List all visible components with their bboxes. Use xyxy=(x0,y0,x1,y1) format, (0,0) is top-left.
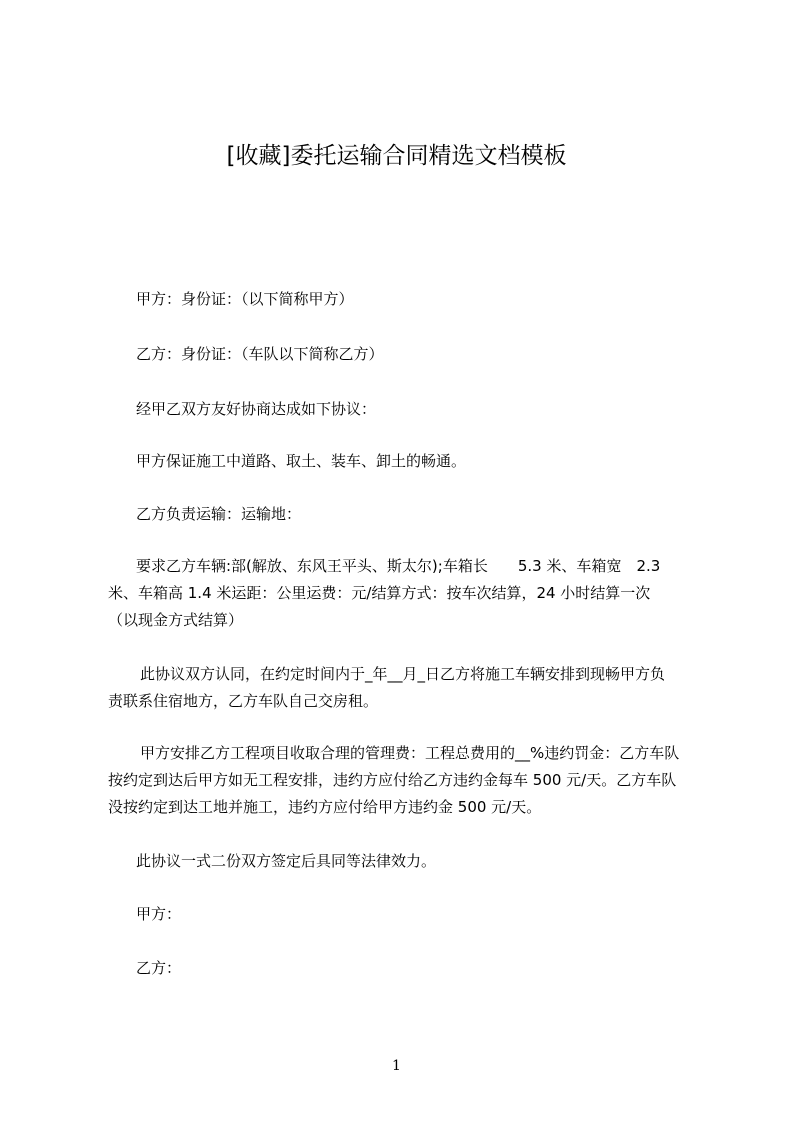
text-line: （以现金方式结算） xyxy=(108,611,244,629)
text-line: 乙方负责运输：运输地： xyxy=(136,505,302,523)
schedule-paragraph xyxy=(108,661,708,715)
text-line: 米、车箱高 1.4 米运距：公里运费：元/结算方式：按车次结算，24 小时结算一次 xyxy=(108,584,651,602)
party-a-paragraph xyxy=(108,286,708,313)
text-line: 此协议双方认同，在约定时间内于_年__月_日乙方将施工车辆安排到现畅甲方负 xyxy=(140,665,666,683)
transport-location-paragraph xyxy=(108,501,708,528)
text-line: 责联系住宿地方，乙方车队自己交房租。 xyxy=(108,692,379,710)
text-line: 要求乙方车辆:部(解放、东风王平头、斯太尔);车箱长 5.3 米、车箱宽 2.3 xyxy=(136,557,661,575)
page-number: 1 xyxy=(392,1058,401,1074)
text-line: 甲方：身份证：（以下简称甲方） xyxy=(136,290,354,308)
penalty-paragraph xyxy=(108,740,708,821)
text-line: 乙方：身份证：（车队以下简称乙方） xyxy=(136,345,384,363)
text-line: 经甲乙双方友好协商达成如下协议： xyxy=(136,400,377,418)
road-guarantee-paragraph xyxy=(108,448,708,475)
text-line: 此协议一式二份双方签定后具同等法律效力。 xyxy=(136,852,437,870)
party-b-paragraph xyxy=(108,341,708,368)
text-line: 按约定到达后甲方如无工程安排，违约方应付给乙方违约金每车 500 元/天。乙方车队 xyxy=(108,771,677,789)
legal-effect-paragraph xyxy=(108,848,708,875)
agreement-intro-paragraph xyxy=(108,396,708,423)
party-b-signature-line xyxy=(108,955,708,982)
text-line: 甲方安排乙方工程项目收取合理的管理费：工程总费用的__%违约罚金：乙方车队 xyxy=(140,744,680,762)
text-line: 乙方： xyxy=(136,959,182,977)
text-line: 甲方： xyxy=(136,905,182,923)
party-a-signature-line xyxy=(108,901,708,928)
text-line: 甲方保证施工中道路、取土、装车、卸土的畅通。 xyxy=(136,452,467,470)
document-title: [收藏]委托运输合同精选文档模板 xyxy=(226,143,567,169)
text-line: 没按约定到达工地并施工，违约方应付给甲方违约金 500 元/天。 xyxy=(108,798,542,816)
vehicle-requirements-paragraph xyxy=(108,553,708,634)
